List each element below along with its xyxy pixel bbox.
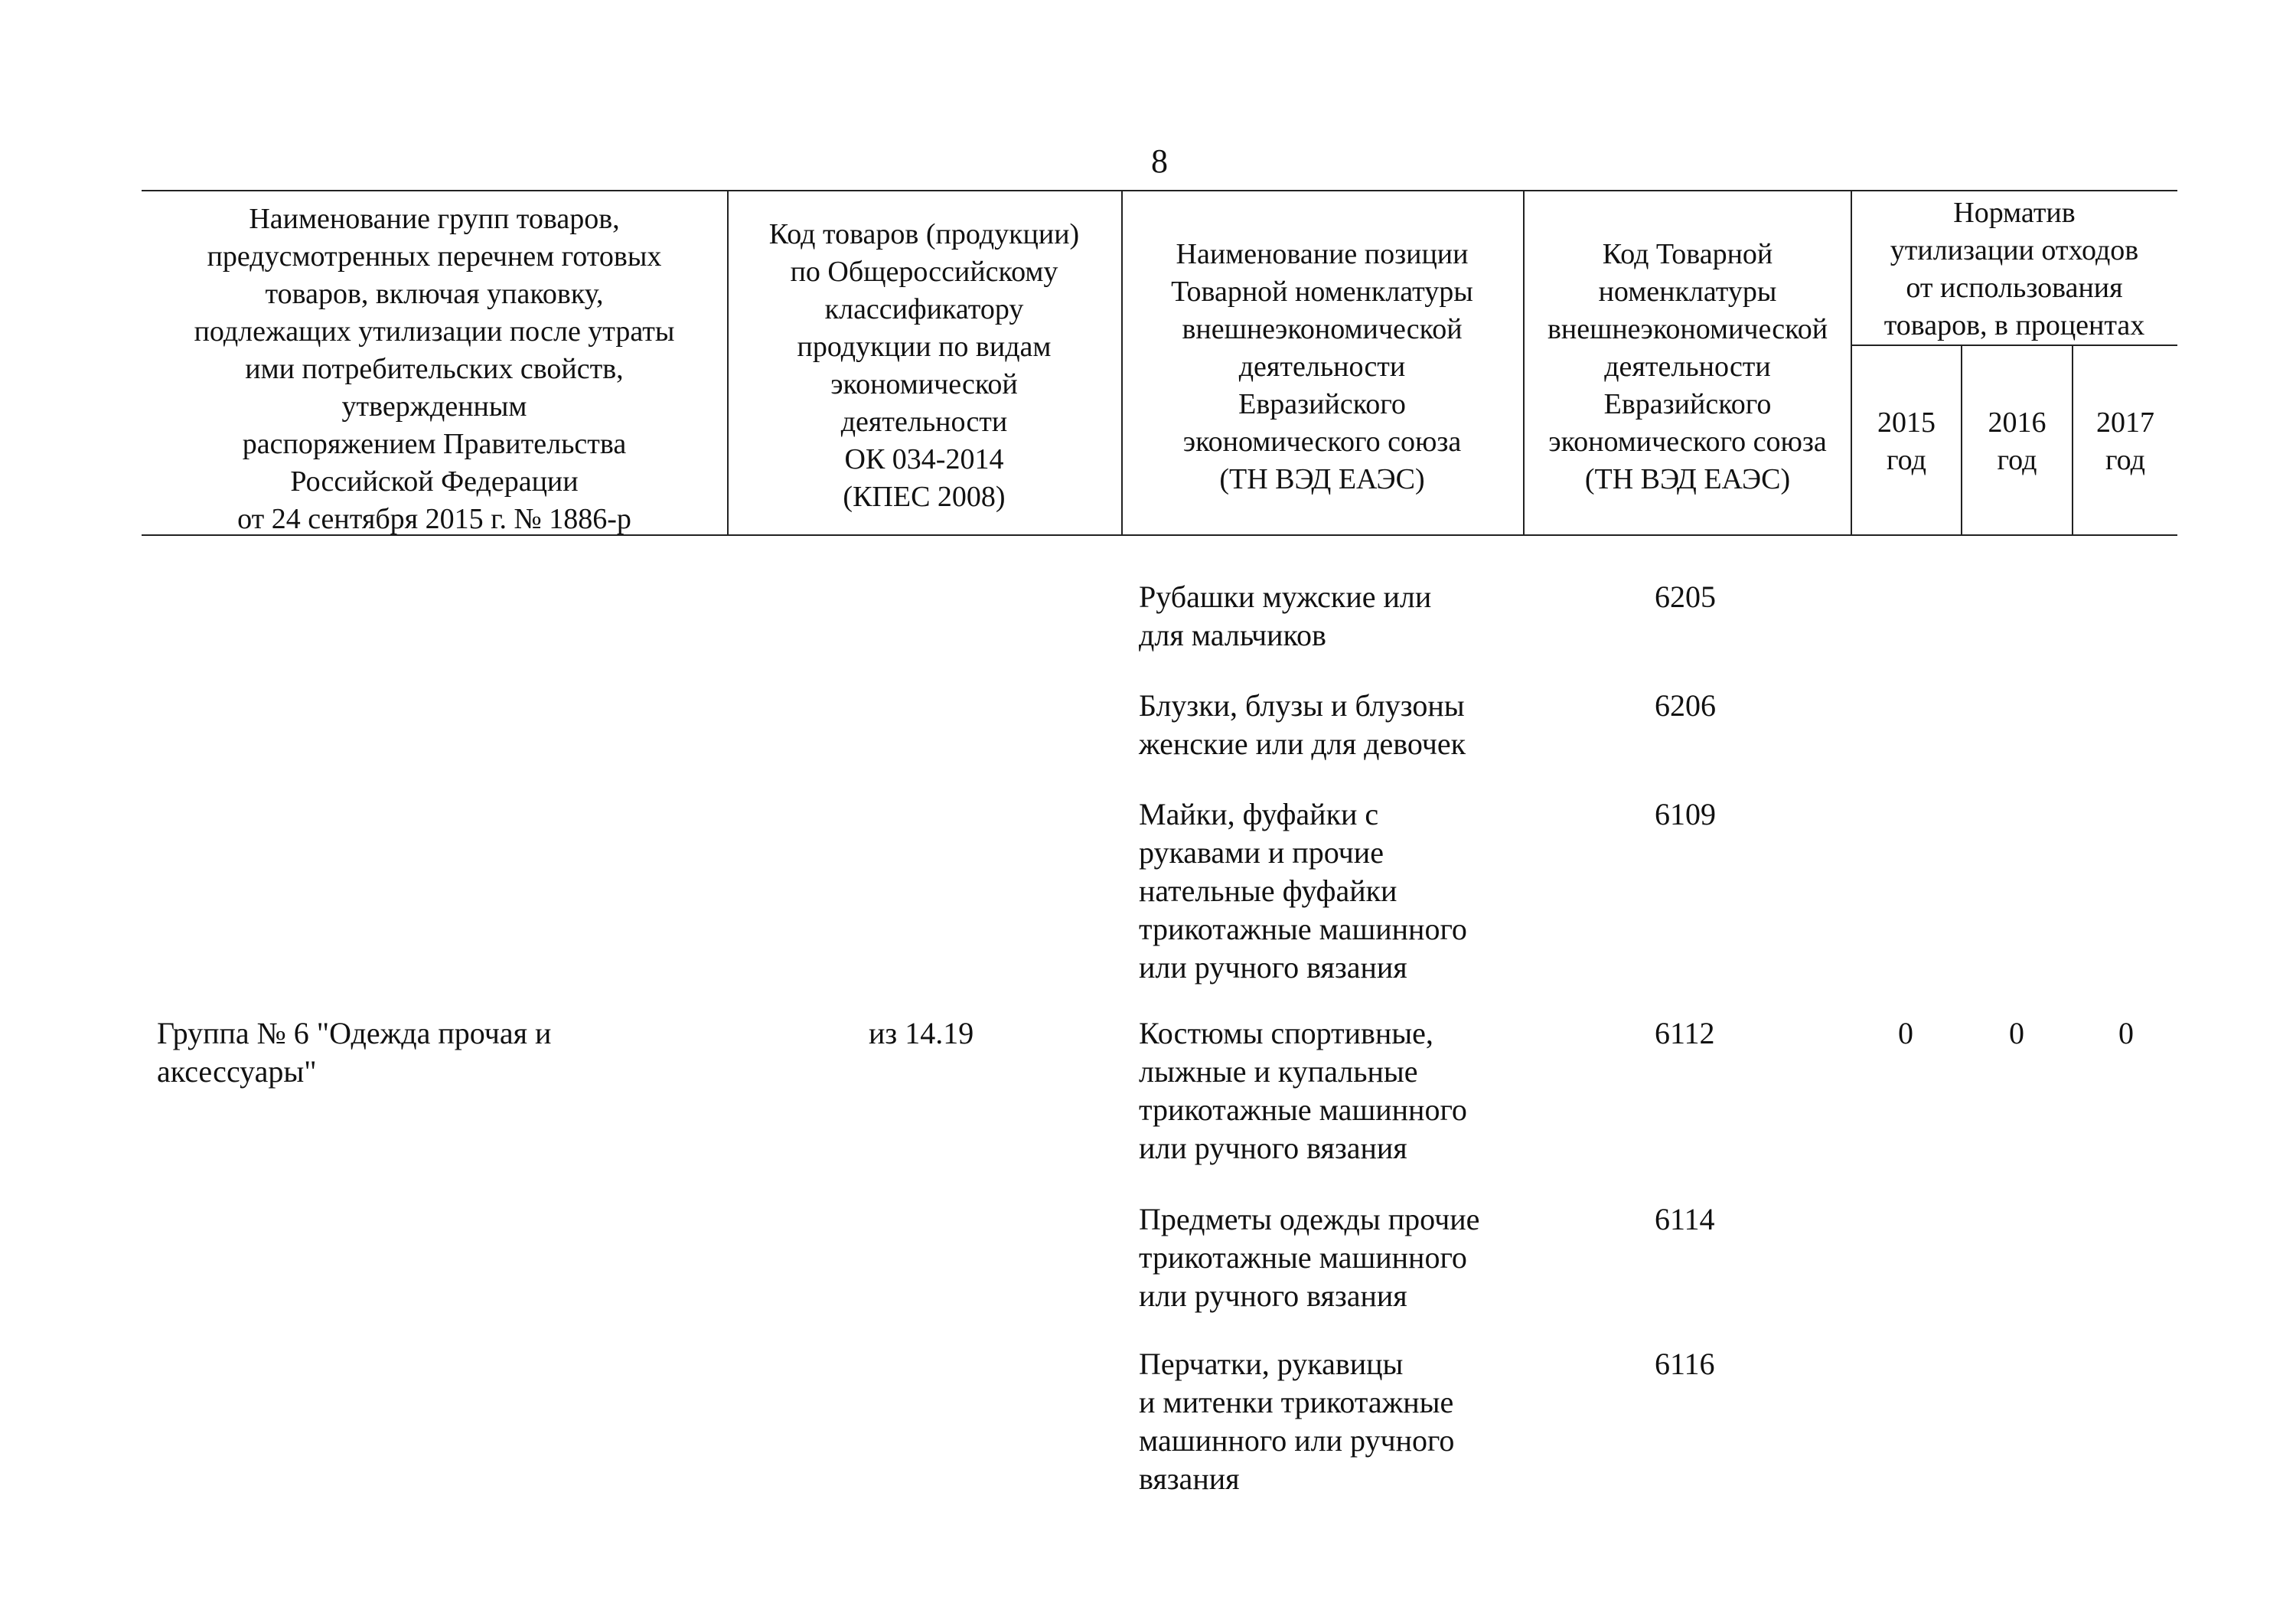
item-name: Рубашки мужские или для мальчиков [1139,580,1432,652]
header-norm: Норматив утилизации отходов от использования товаров, в процентах [1883,197,2145,341]
header-okpd-code: Код товаров (продукции) по Общероссийскому классификатору продукции по видам экономической деятельности ОК 034-2014 (КПЕС 2008) [768,218,1080,513]
item-name: Блузки, блузы и блузоны женские или для девочек [1139,688,1466,761]
year-divider-2 [2072,346,2073,534]
item-name: Майки, фуфайки с рукавами и прочие нательные фуфайки трикотажные машинного или ручного вязания [1139,797,1467,985]
norm-2015: 0 [1898,1016,1913,1050]
norm-2016: 0 [2009,1016,2024,1050]
col-divider-1 [727,191,729,534]
item-code: 6116 [1655,1347,1715,1381]
header-group-name: Наименование групп товаров, предусмотренных перечнем готовых товаров, включая упаковку, подлежащих утилизации после утраты ими потребительских свойств, утвержденным распоряжением Правительства Российской Федерации от 24 сентября 2015 г. № 1886-р [194,203,675,535]
table-top-border [142,190,2177,191]
page-number: 8 [1151,142,1168,180]
item-name: Перчатки, рукавицы и митенки трикотажные машинного или ручного вязания [1139,1347,1455,1496]
header-tnved-name: Наименование позиции Товарной номенклатуры внешнеэкономической деятельности Евразийского экономического союза (ТН ВЭД ЕАЭС) [1171,238,1473,495]
norm-2017: 0 [2118,1016,2134,1050]
item-code: 6109 [1655,797,1716,831]
group-okpd-code: из 14.19 [869,1016,974,1050]
header-year-2015: 2015 год [1877,407,1936,476]
item-code: 6206 [1655,688,1716,723]
col-divider-3 [1523,191,1525,534]
header-tnved-code: Код Товарной номенклатуры внешнеэкономической деятельности Евразийского экономического союза (ТН ВЭД ЕАЭС) [1547,238,1828,495]
col-divider-4 [1851,191,1852,534]
header-year-2016: 2016 год [1988,407,2047,476]
group-name: Группа № 6 "Одежда прочая и аксессуары" [157,1016,552,1089]
item-name: Предметы одежды прочие трикотажные машинного или ручного вязания [1139,1202,1480,1313]
norm-subheader-divider [1852,345,2177,346]
year-divider-1 [1961,346,1962,534]
col-divider-2 [1121,191,1123,534]
item-code: 6112 [1655,1016,1715,1050]
header-year-2017: 2017 год [2096,407,2154,476]
item-code: 6205 [1655,580,1716,614]
item-name: Костюмы спортивные, лыжные и купальные трикотажные машинного или ручного вязания [1139,1016,1467,1165]
item-code: 6114 [1655,1202,1715,1236]
